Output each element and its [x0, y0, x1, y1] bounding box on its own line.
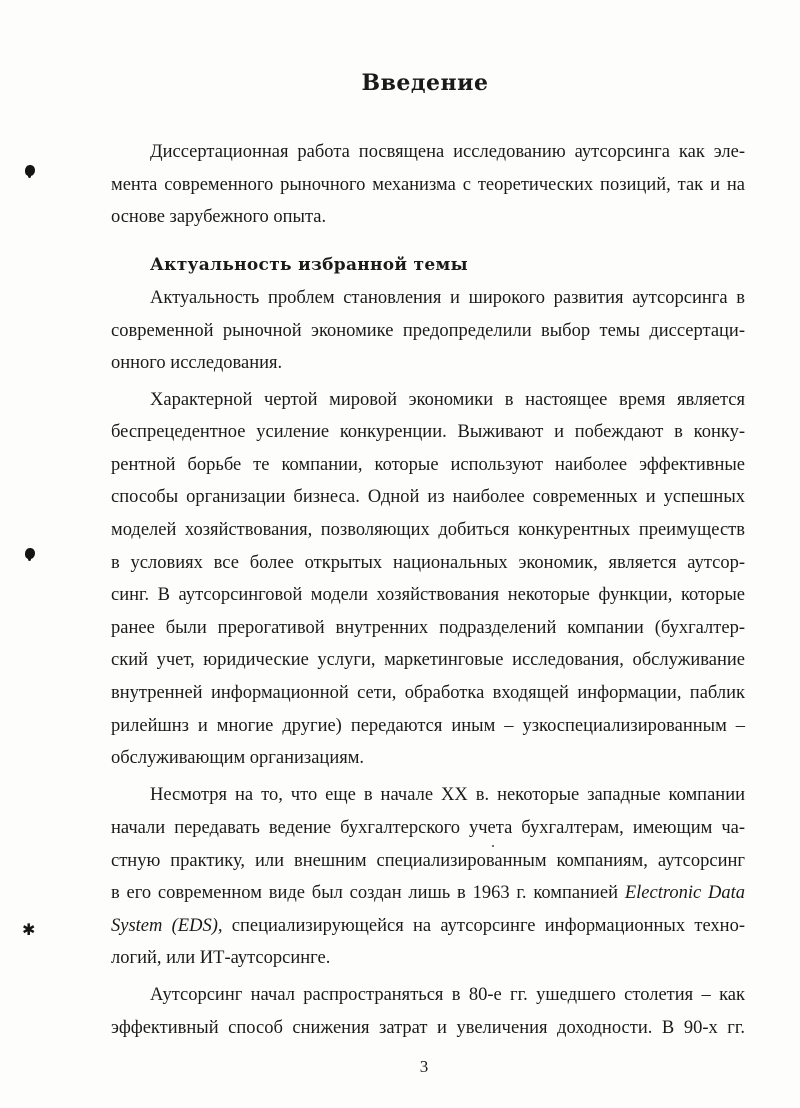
paragraph-line: Несмотря на то, что еще в начале XX в. некоторые западные компании [150, 785, 745, 805]
paragraph-line: рентной борьбе те компании, которые используют наиболее эффективные [111, 455, 745, 475]
paragraph-line: рилейшнз и многие другие) передаются иным – узкоспециализированным – [111, 716, 745, 736]
paragraph-line: ранее были прерогативой внутренних подразделений компании (бухгалтер- [111, 618, 745, 638]
paragraph-line: начали передавать ведение бухгалтерского учета бухгалтерам, имеющим ча- [111, 818, 745, 838]
paragraph-line: Аутсорсинг начал распространяться в 80-е гг. ушедшего столетия – как [150, 985, 745, 1005]
paragraph-line: логий, или ИТ-аутсорсинге. [111, 948, 331, 968]
page-number: 3 [419, 1057, 429, 1076]
section-heading: Актуальность избранной темы [150, 255, 468, 275]
page-title: Введение [361, 70, 489, 96]
paragraph-line: синг. В аутсорсинговой модели хозяйствования некоторые функции, которые [111, 585, 745, 605]
company-name-italic: Electronic Data [624, 883, 746, 903]
paragraph-line: основе зарубежного опыта. [111, 207, 327, 227]
punch-hole-mark [25, 165, 35, 176]
paragraph-line: мента современного рыночного механизма с теоретических позиций, так и на [111, 175, 745, 195]
punch-hole-mark: ✱ [22, 920, 36, 939]
paragraph-line: внутренней информационной сети, обработка входящей информации, паблик [111, 683, 745, 703]
paragraph-line: беспрецедентное усиление конкуренции. Выживают и побеждают в конку- [111, 422, 745, 442]
paragraph-text: в его современном виде был создан лишь в 1963 г. компанией [111, 883, 625, 903]
paragraph-line: моделей хозяйствования, позволяющих добиться конкурентных преимуществ [111, 520, 745, 540]
paragraph-line: эффективный способ снижения затрат и увеличения доходности. В 90-х гг. [111, 1018, 745, 1038]
paragraph-text: специализирующейся на аутсорсинге информационных техно- [222, 916, 745, 936]
paragraph-line: в условиях все более открытых национальных экономик, является аутсор- [111, 553, 745, 573]
paragraph-line [111, 916, 745, 936]
company-name-italic: System (EDS), [111, 916, 223, 936]
paragraph-line: Характерной чертой мировой экономики в настоящее время является [150, 390, 745, 410]
paragraph-line: обслуживающим организациям. [111, 748, 365, 768]
paragraph-line: ский учет, юридические услуги, маркетинговые исследования, обслуживание [111, 650, 745, 670]
scan-speck [492, 845, 494, 847]
paragraph-line: стную практику, или внешним специализированным компаниям, аутсорсинг [111, 851, 745, 871]
punch-hole-mark [25, 548, 35, 559]
paragraph-line: способы организации бизнеса. Одной из наиболее современных и успешных [111, 487, 745, 507]
paragraph-line: Актуальность проблем становления и широкого развития аутсорсинга в [150, 288, 745, 308]
paragraph-line: Диссертационная работа посвящена исследованию аутсорсинга как эле- [150, 142, 745, 162]
paragraph-line: современной рыночной экономике предопределили выбор темы диссертаци- [111, 321, 745, 341]
paragraph-line: онного исследования. [111, 353, 283, 373]
paragraph-line [111, 883, 745, 903]
